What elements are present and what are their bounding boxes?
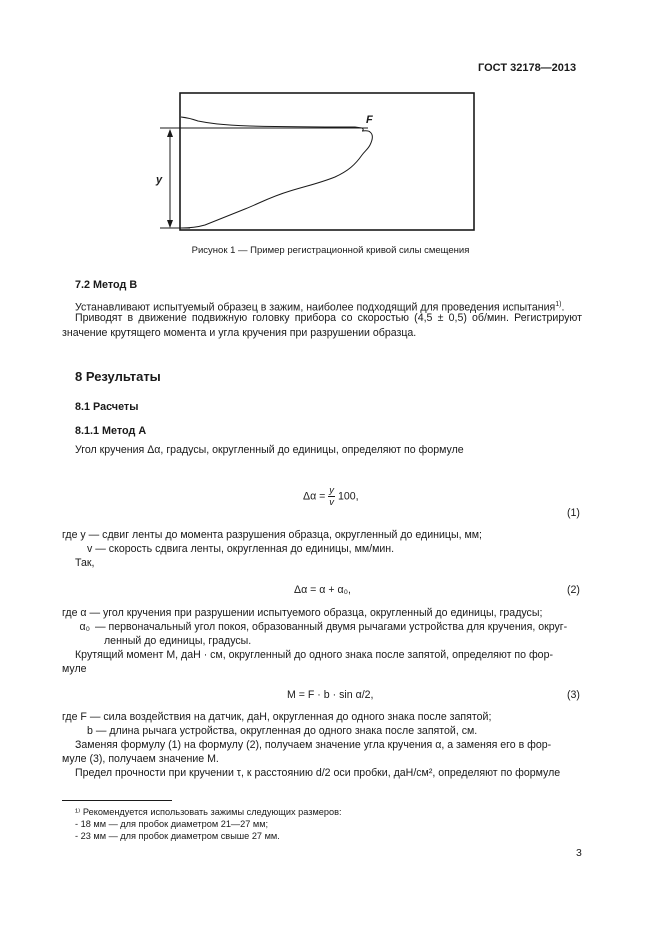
moment-line1: Крутящий момент M, даН · см, округленный до одного знака после запятой, определяют по фор- [75, 649, 553, 661]
equation-1-number: (1) [567, 507, 580, 519]
footnote-separator [62, 800, 172, 801]
figure-caption: Рисунок 1 — Пример регистрационной кривой силы смещения [191, 245, 470, 256]
figure-frame [180, 93, 474, 230]
footnote-line2: - 18 мм — для пробок диаметром 21—27 мм; [75, 819, 269, 829]
document-code: ГОСТ 32178—2013 [478, 62, 577, 74]
replace-line1: Заменяя формулу (1) на формулу (2), получаем значение угла кручения α, а заменяя его в фор- [75, 739, 552, 751]
section-8-heading: 8 Результаты [75, 369, 161, 384]
where-F: где F — сила воздействия на датчик, даН, округленная до одного знака после запятой; [62, 711, 492, 723]
equation-2-number: (2) [567, 584, 580, 596]
equation-1: Δα = $\frac{y}{v}$ 100, [303, 485, 359, 508]
section-8-1-heading: 8.1 Расчеты [75, 401, 139, 413]
force-curve-figure [150, 85, 490, 235]
replace-line2: муле (3), получаем значение M. [62, 753, 219, 765]
section-8-1-1-heading: 8.1.1 Метод А [75, 425, 147, 437]
where-alpha0-line2: ленный до единицы, градусы. [104, 635, 252, 647]
fraction-y-over-v: $\frac{y}{v}$ [329, 485, 335, 508]
y-arrow-bottom [167, 220, 173, 228]
s72-paragraph-2: Приводят в движение подвижную головку прибора со скоростью (4,5 ± 0,5) об/мин. Регистрируют значение крутящего момента и угла кручения при разрушении образца. [62, 312, 582, 339]
alpha0-symbol: α₀ [79, 621, 90, 633]
equation-2: Δα = α + α₀, [294, 584, 351, 596]
s811-intro: Угол кручения Δα, градусы, округленный до единицы, определяют по формуле [75, 444, 464, 456]
where-alpha: где α — угол кручения при разрушении испытуемого образца, округленный до единицы, градусы; [62, 607, 543, 619]
force-curve [181, 117, 372, 228]
footnote-line3: - 23 мм — для пробок диаметром свыше 27 мм. [75, 831, 280, 841]
tau-line: Предел прочности при кручении τ, к расстоянию d/2 оси пробки, даН/см², определяют по формуле [75, 767, 561, 779]
tak-text: Так, [75, 557, 95, 569]
label-y: y [156, 174, 163, 186]
where-y: где y — сдвиг ленты до момента разрушения образца, округленный до единицы, мм; [62, 529, 482, 541]
equation-3: M = F · b · sin α/2, [287, 689, 374, 701]
where-b: b — длина рычага устройства, округленная до одного знака после запятой, см. [87, 725, 478, 737]
moment-line2: муле [62, 663, 87, 675]
section-7-2-heading: 7.2 Метод В [75, 279, 138, 291]
footnote-line1: ¹⁾ Рекомендуется использовать зажимы следующих размеров: [75, 807, 342, 817]
label-F: F [366, 114, 373, 126]
y-arrow-top [167, 129, 173, 137]
where-v: v — скорость сдвига ленты, округленная до единицы, мм/мин. [87, 543, 395, 555]
where-alpha0-line1: — первоначальный угол покоя, образованный двумя рычагами устройства для кручения, округ- [95, 621, 568, 633]
s72-paragraph-1: Устанавливают испытуемый образец в зажим, наиболее подходящий для проведения испытания$^{1)}$. [75, 301, 565, 314]
page-number: 3 [576, 847, 582, 859]
equation-3-number: (3) [567, 689, 580, 701]
